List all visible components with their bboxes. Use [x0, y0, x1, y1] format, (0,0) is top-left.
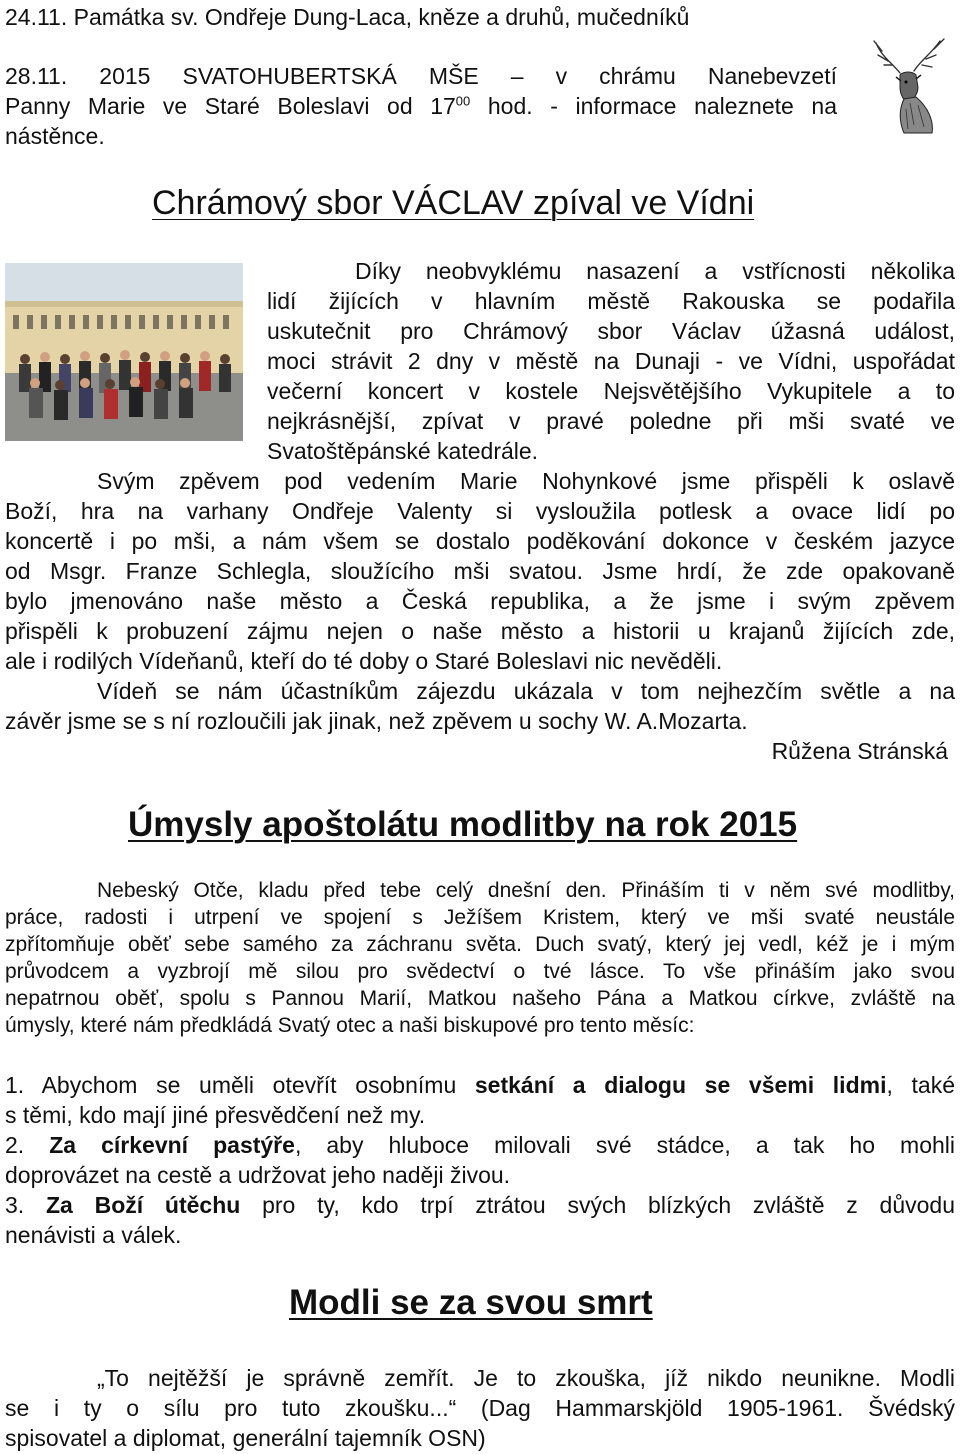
article-1-line-4: moci strávit 2 dny v městě na Dunaji - ve Vídni, uspořádat [267, 348, 955, 374]
article-2-title: Úmysly apoštolátu modlitby na rok 2015 [128, 805, 798, 844]
choir-group-photo [5, 263, 243, 441]
article-2-line-1: Nebeský Otče, kladu před tebe celý dnešní den. Přináším ti v něm své modlitby, [97, 879, 955, 902]
article-1-line-9: Boží, hra na varhany Ondřeje Valenty si vysloužila potlesk a ovace lidí po [5, 498, 955, 524]
article-2-line-2: práce, radosti i utrpení ve spojení s Ježíšem Kristem, který ve mši svaté neustále [5, 906, 955, 929]
article-1-line-15: Vídeň se nám účastníkům zájezdu ukázala v tom nejhezčím světle a na [97, 678, 955, 704]
article-1-line-16: závěr jsme se s ní rozloučili jak jinak, než zpěvem u sochy W. A.Mozarta. [5, 708, 748, 734]
article-3-line-1: „To nejtěžší je správně zemřít. Je to zkouška, jíž nikdo neunikne. Modli [97, 1365, 955, 1391]
article-3-title: Modli se za svou smrt [289, 1283, 653, 1322]
stag-illustration [870, 35, 952, 135]
article-1-line-3: uskutečnit pro Chrámový sbor Václav úžasná událost, [267, 318, 955, 344]
article-1-line-10: koncertě i po mši, a nám všem se dostalo poděkování dokonce v českém jazyce [5, 528, 955, 554]
announcement-2-line-3: nástěnce. [5, 123, 105, 149]
article-2-line-3: zpřítomňuje oběť sebe samého za záchranu světa. Duch svatý, který jej vedl, kéž je i mým [5, 933, 955, 956]
article-1-line-7: Svatoštěpánské katedrále. [267, 438, 539, 464]
article-1-line-1: Díky neobvyklému nasazení a vstřícnosti několika [355, 258, 955, 284]
article-2-line-5: nepatrnou oběť, spolu s Pannou Marií, Matkou našeho Pána a Matkou církve, zvláště na [5, 987, 955, 1010]
article-1-line-14: ale i rodilých Vídeňanů, kteří do té doby o Staré Boleslavi nic nevěděli. [5, 648, 723, 674]
article-1-line-11: od Msgr. Franze Schlegla, sloužícího mši svatou. Jsme hrdí, že zde opakovaně [5, 558, 955, 584]
article-1-title: Chrámový sbor VÁCLAV zpíval ve Vídni [152, 184, 755, 222]
intention-2: 2. Za církevní pastýře, aby hluboce milovali své stádce, a tak ho mohli [5, 1132, 955, 1158]
article-1-line-12: bylo jmenováno naše město a Česká republika, a že jsme i svým zpěvem [5, 588, 955, 614]
article-1-line-5: večerní koncert v kostele Nejsvětějšího Vykupitele a to [267, 378, 955, 404]
article-1-line-6: nejkrásnější, zpívat v pravé poledne při mši svaté ve [267, 408, 955, 434]
article-1-line-13: přispěli k probuzení zájmu nejen o naše město a historii u krajanů žijících zde, [5, 618, 955, 644]
intention-1-line-2: s těmi, kdo mají jiné přesvědčení než my. [5, 1102, 426, 1128]
intention-3: 3. Za Boží útěchu pro ty, kdo trpí ztrátou svých blízkých zvláště z důvodu [5, 1192, 956, 1218]
article-1-line-2: lidí žijících v hlavním městě Rakouska se podařila [267, 288, 955, 314]
intention-1: 1. Abychom se uměli otevřít osobnímu setkání a dialogu se všemi lidmi, také [5, 1072, 955, 1098]
announcement-2-line-2: Panny Marie ve Staré Boleslavi od $17^{00}$ hod. - informace naleznete na [5, 93, 837, 119]
article-3-line-2: se i ty o sílu pro tuto zkoušku...“ (Dag Hammarskjöld 1905-1961. Švédský [5, 1395, 955, 1421]
intention-2-line-2: doprovázet na cestě a udržovat jeho naději živou. [5, 1162, 511, 1188]
article-3-line-3: spisovatel a diplomat, generální tajemník OSN) [5, 1425, 486, 1451]
announcement-1: 24.11. Památka sv. Ondřeje Dung-Laca, kněze a druhů, mučedníků [5, 4, 690, 30]
article-2-line-6: úmysly, které nám předkládá Svatý otec a naši biskupové pro tento měsíc: [5, 1014, 695, 1037]
article-1-author: Růžena Stránská [771, 738, 948, 764]
announcement-2-line-1: 28.11. 2015 SVATOHUBERTSKÁ MŠE – v chrámu Nanebevzetí [5, 63, 837, 89]
intention-3-line-2: nenávisti a válek. [5, 1222, 182, 1248]
article-2-line-4: průvodcem a vyzbrojí mě silou pro svědectví o tvé lásce. To vše přináším jako svou [5, 960, 955, 983]
article-1-line-8: Svým zpěvem pod vedením Marie Nohynkové jsme přispěli k oslavě [97, 468, 955, 494]
